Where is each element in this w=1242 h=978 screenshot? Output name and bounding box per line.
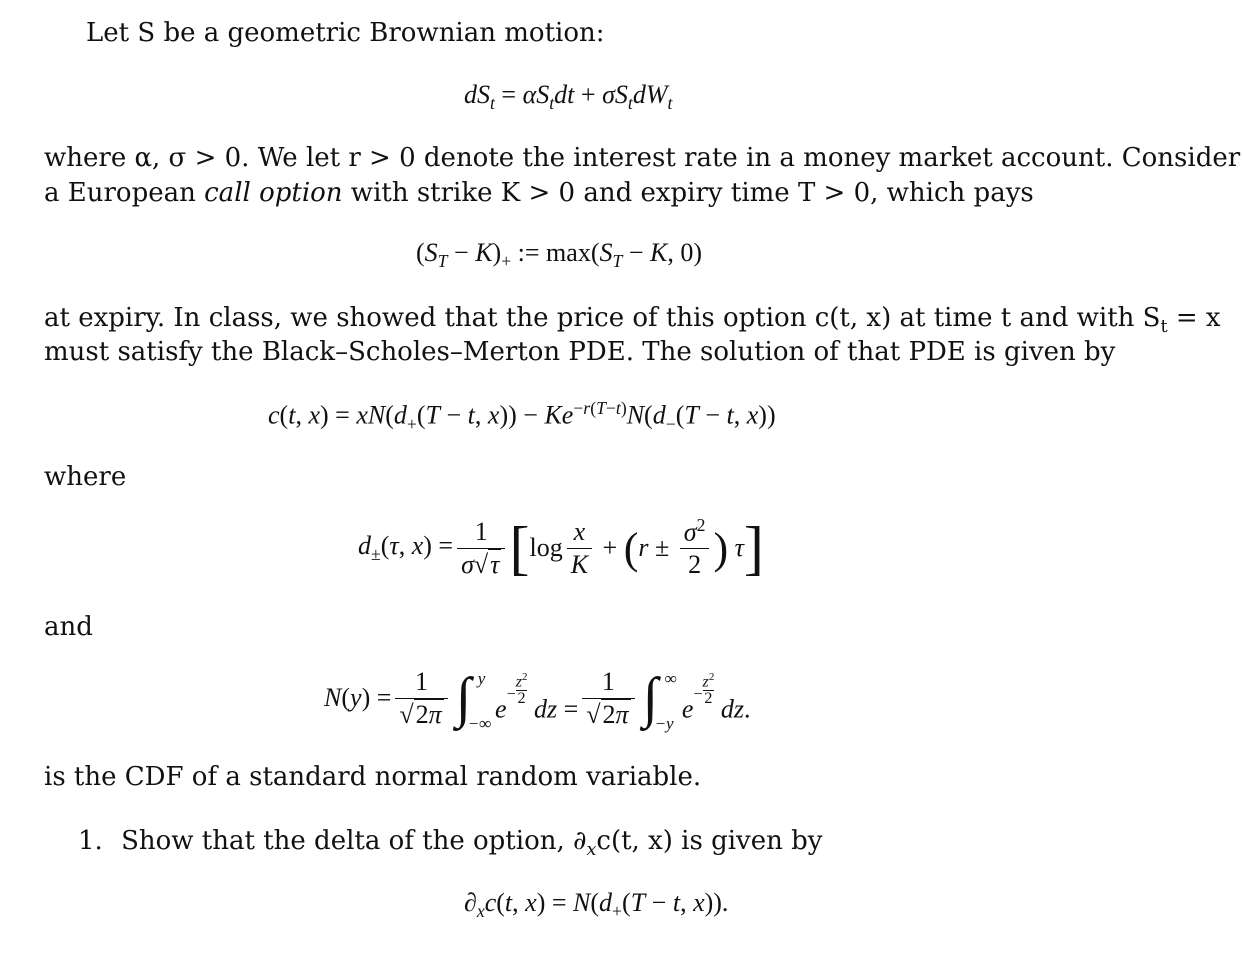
delta-equation: $\partial_xc(t$, $x) = N(d_+(T - t$, x)). <box>464 888 729 922</box>
where-label <box>44 460 126 494</box>
list-item <box>78 824 822 867</box>
sde-equation: $dS_t = \alpha S_tdt + \sigma S_tdW_t$ <box>464 80 673 114</box>
and-text: and <box>44 612 93 642</box>
para2-line1 <box>44 141 1240 175</box>
para3-line2 <box>44 335 1115 369</box>
item-text: Show that the delta of the option, ∂ <box>121 826 587 856</box>
d-plus-minus-equation: $d_\pm(\tau$, x) = $\frac{1}{\sigma√\tau}$ [ log $\frac{x}{K}$ + ( r ± $\frac{\sigma^2}{2}$ ) τ ] <box>358 514 764 581</box>
item-number: 1. <box>78 826 103 856</box>
para2-text1: where α, σ > 0. We let r > 0 denote the interest rate in a money market account. Consider <box>44 143 1241 173</box>
para2-text2b: with strike K > 0 and expiry time T > 0, which pays <box>342 178 1034 208</box>
para3-text1-end: = x <box>1167 303 1221 333</box>
item-sub: x <box>586 840 597 861</box>
normal-cdf-equation: N(y) = $\frac{1}{√2\pi}$ ∫ y −∞ e− $\frac{z^2}{2}$ dz = $\frac{1}{√2\pi}$ ∫ ∞ −y e− $\frac{z^2}{2}$ dz. <box>324 667 751 733</box>
para3-text2: must satisfy the Black–Scholes–Merton PDE. The solution of that PDE is given by <box>44 337 1116 367</box>
bsm-solution-equation: c(t, $x) = xN(d_+(T - t$, $x)) - Ke^{-r(T-t)}N(d_-(T - t$, x)) <box>268 398 776 434</box>
para3-sub: t <box>1160 317 1168 338</box>
where-text: where <box>44 462 127 492</box>
call-option-emphasis: call option <box>204 178 343 208</box>
intro-line <box>86 16 605 50</box>
para3-text1: at expiry. In class, we showed that the price of this option c(t, x) at time t and with S <box>44 303 1161 333</box>
cdf-line <box>44 760 701 794</box>
para2-text2a: a European <box>44 178 205 208</box>
para2-line2 <box>44 176 1034 210</box>
item-text-end: c(t, x) is given by <box>596 826 823 856</box>
and-label <box>44 610 93 644</box>
payoff-equation: $(S_T - K)_+$ := $\max(S_T - K$, 0) <box>416 238 703 272</box>
cdf-text: is the CDF of a standard normal random variable. <box>44 762 702 792</box>
intro-text: Let S be a geometric Brownian motion: <box>86 18 605 48</box>
